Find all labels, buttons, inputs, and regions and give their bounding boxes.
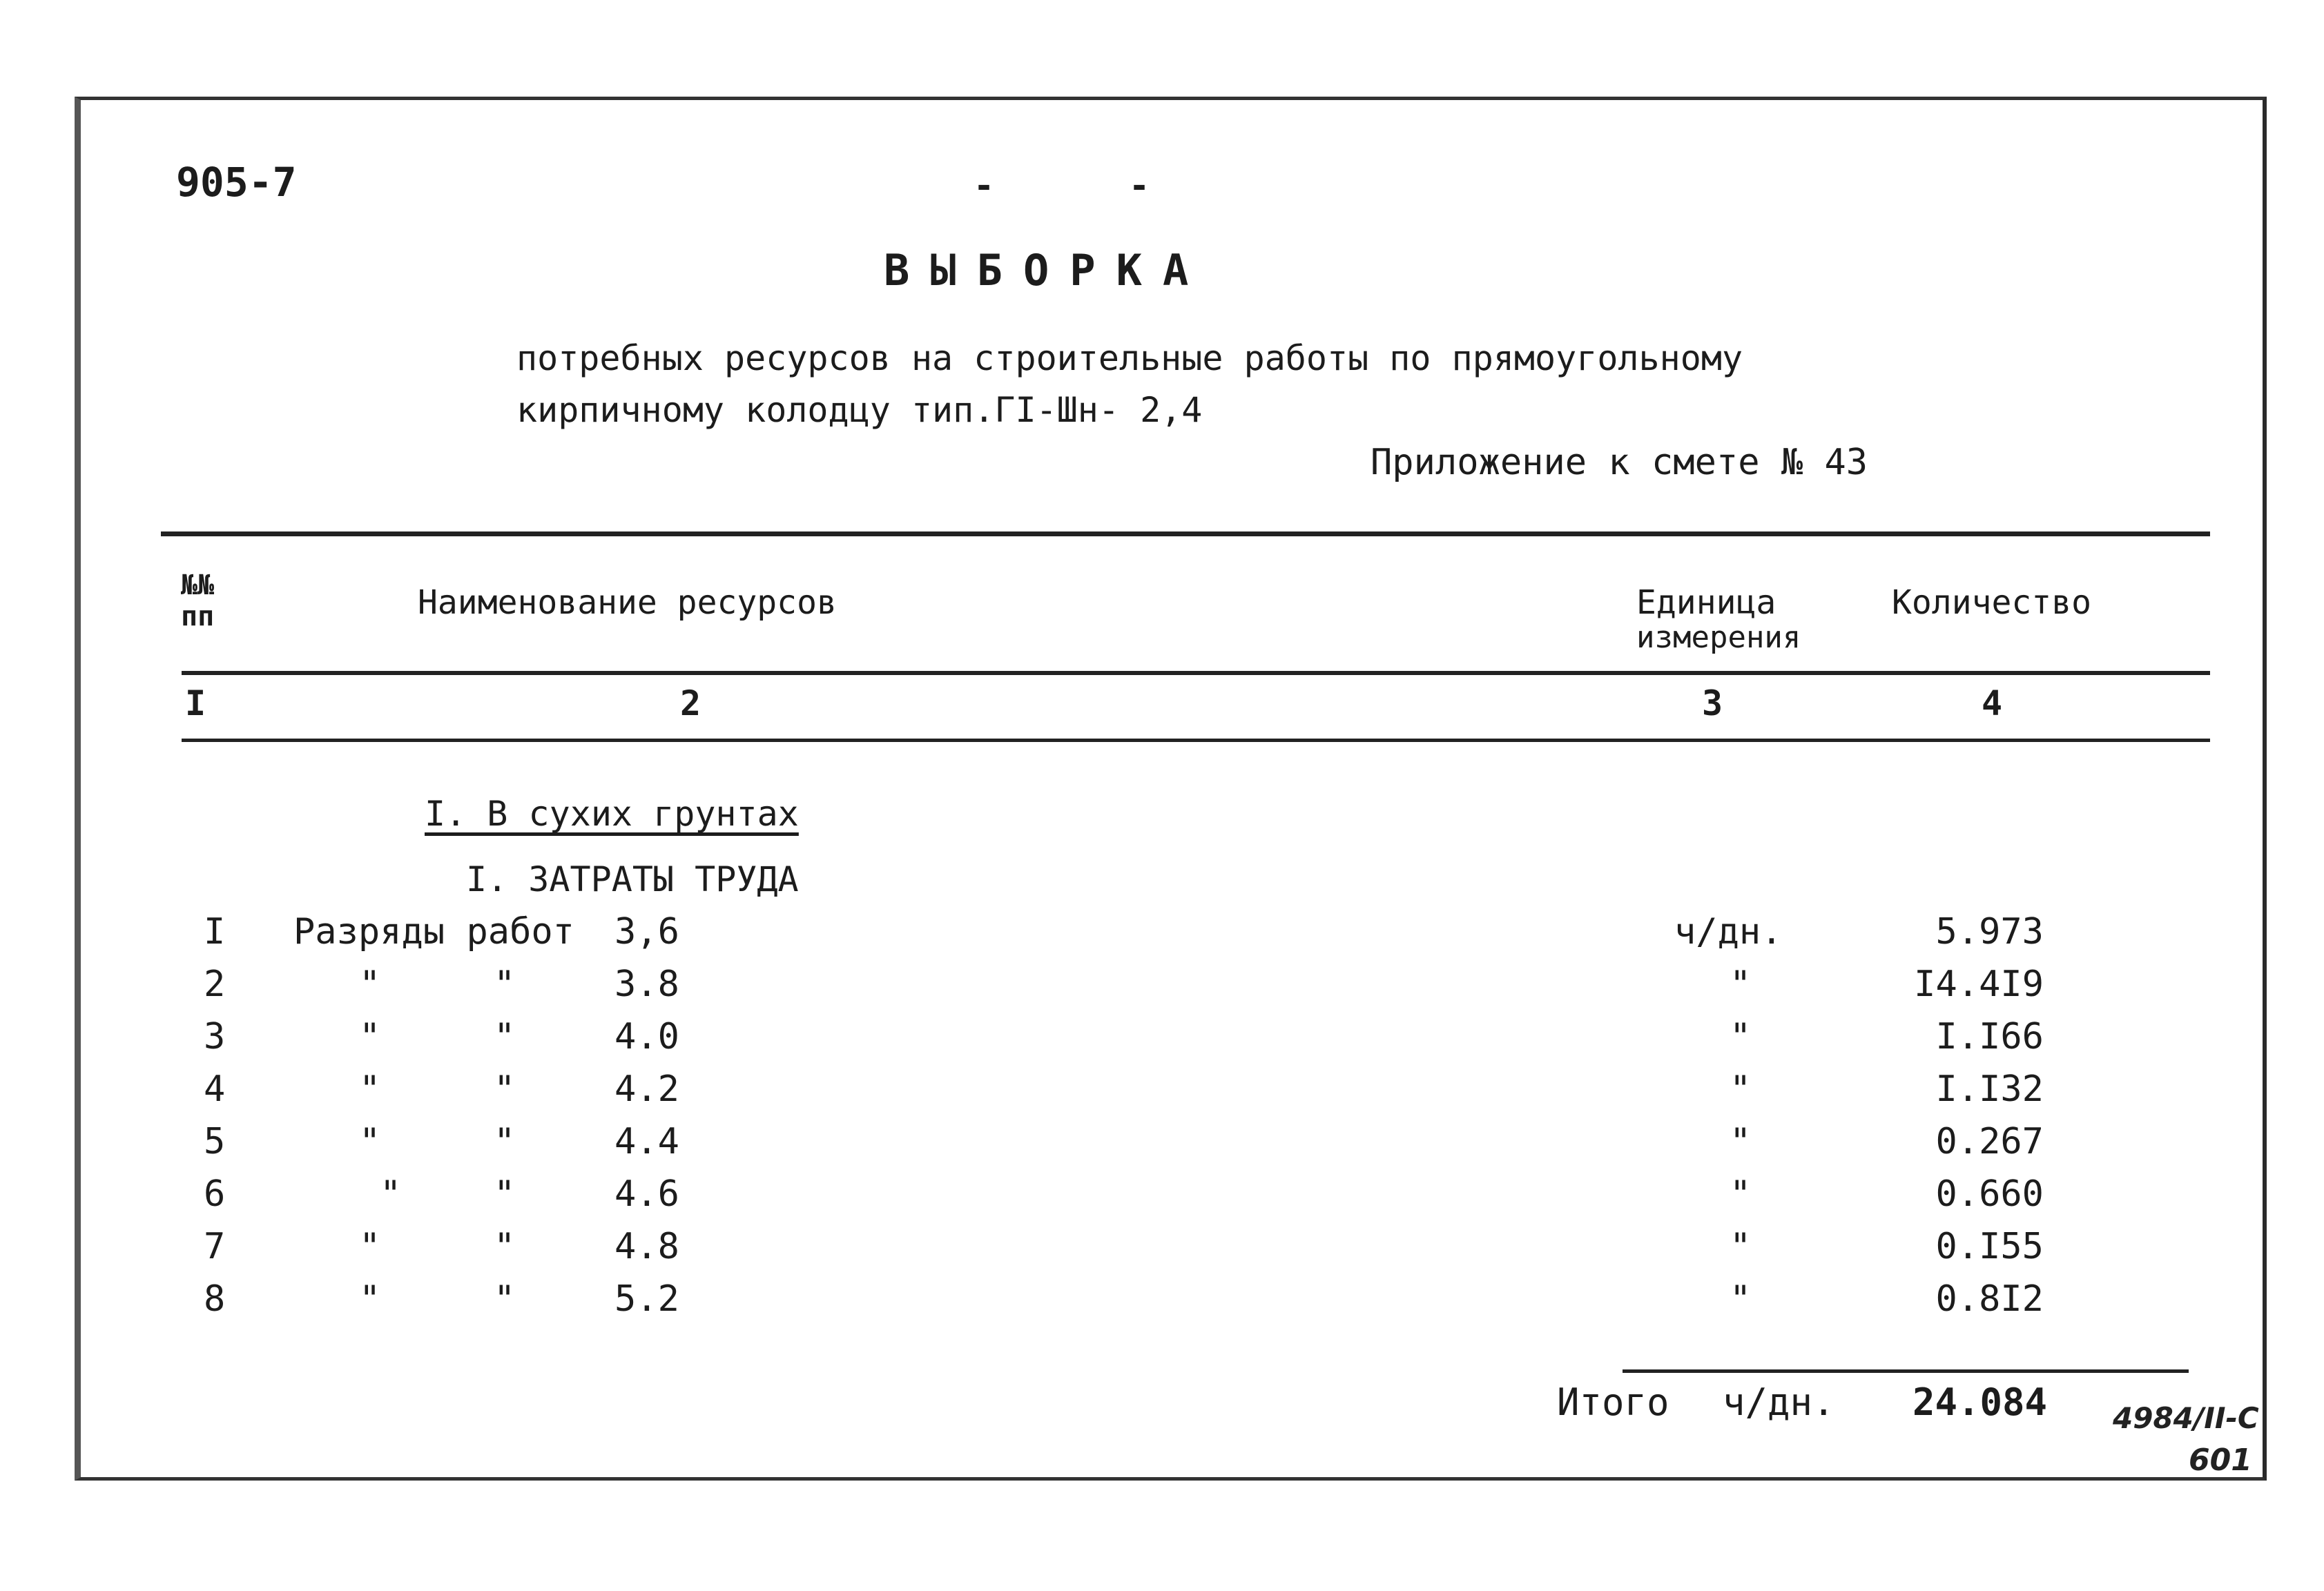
document-subtitle-line-2: кирпичному колодцу тип.ГI-Шн- 2,4 (516, 390, 1203, 430)
appendix-note: Приложение к смете № 43 (1371, 442, 1868, 483)
table-row (0, 1173, 2324, 1226)
header-num-line-2: пп (181, 601, 215, 632)
table-row (0, 1278, 2324, 1331)
row-unit: " (1730, 964, 1752, 1005)
table-row (0, 964, 2324, 1016)
total-label: Итого (1557, 1380, 1669, 1424)
column-numbers-rule (182, 739, 2210, 742)
ditto-mark: " (359, 1226, 381, 1267)
section-heading (425, 794, 799, 834)
document-code: 905-7 (176, 159, 297, 206)
row-value: 4.4 (614, 1121, 679, 1162)
handwritten-code: 4984/II-С (2113, 1401, 2259, 1435)
table-row (0, 1068, 2324, 1121)
column-number-4: 4 (1982, 683, 2003, 723)
row-number: I (204, 911, 226, 953)
section-heading-text: I. В сухих грунтах (425, 794, 799, 834)
dash-mark-right: - (1129, 166, 1150, 206)
row-quantity: 0.I55 (1935, 1226, 2044, 1267)
table-top-rule (161, 531, 2210, 536)
table-row (0, 911, 2324, 964)
ditto-mark: " (494, 1121, 516, 1162)
ditto-mark: " (494, 1016, 516, 1057)
ditto-mark: " (359, 1278, 381, 1320)
header-resource-name: Наименование ресурсов (418, 583, 837, 622)
row-unit: " (1730, 1068, 1752, 1110)
row-number: 7 (204, 1226, 226, 1267)
ditto-mark: " (494, 1068, 516, 1110)
total-value: 24.084 (1913, 1380, 2048, 1424)
column-number-3: 3 (1702, 683, 1723, 723)
document-title: ВЫБОРКА (884, 245, 1210, 295)
row-quantity: I.I32 (1935, 1068, 2044, 1110)
ditto-mark: " (494, 964, 516, 1005)
row-name: Разряды работ (293, 911, 574, 953)
table-row (0, 1121, 2324, 1173)
row-value: 3,6 (614, 911, 679, 953)
row-quantity: 5.973 (1935, 911, 2044, 953)
header-bottom-rule (182, 671, 2210, 675)
total-rule (1623, 1369, 2189, 1373)
row-unit: ч/дн. (1674, 911, 1783, 953)
row-quantity: 0.267 (1935, 1121, 2044, 1162)
header-quantity: Количество (1892, 583, 2091, 622)
row-quantity: I.I66 (1935, 1016, 2044, 1057)
row-unit: " (1730, 1278, 1752, 1320)
row-number: 3 (204, 1016, 226, 1057)
row-number: 5 (204, 1121, 226, 1162)
row-unit: " (1730, 1226, 1752, 1267)
row-unit: " (1730, 1121, 1752, 1162)
row-unit: " (1730, 1016, 1752, 1057)
row-value: 5.2 (614, 1278, 679, 1320)
row-quantity: 0.660 (1935, 1173, 2044, 1215)
row-number: 4 (204, 1068, 226, 1110)
row-value: 4.8 (614, 1226, 679, 1267)
row-number: 8 (204, 1278, 226, 1320)
row-value: 4.2 (614, 1068, 679, 1110)
ditto-mark: " (359, 1016, 381, 1057)
row-value: 4.6 (614, 1173, 679, 1215)
ditto-mark: " (359, 964, 381, 1005)
ditto-mark: " (494, 1278, 516, 1320)
row-quantity: I4.4I9 (1914, 964, 2044, 1005)
row-quantity: 0.8I2 (1935, 1278, 2044, 1320)
row-number: 6 (204, 1173, 226, 1215)
ditto-mark: " (380, 1173, 402, 1215)
document-subtitle-line-1: потребных ресурсов на строительные работы по прямоугольному (516, 338, 1743, 378)
row-value: 3.8 (614, 964, 679, 1005)
row-value: 4.0 (614, 1016, 679, 1057)
table-row (0, 1016, 2324, 1068)
row-unit: " (1730, 1173, 1752, 1215)
subsection-heading: I. ЗАТРАТЫ ТРУДА (466, 859, 799, 899)
column-number-2: 2 (680, 683, 701, 723)
ditto-mark: " (494, 1226, 516, 1267)
header-unit-line-2: измерения (1636, 620, 1801, 655)
header-num-line-1: №№ (181, 569, 215, 601)
table-row (0, 1226, 2324, 1278)
dash-mark-left: - (974, 166, 995, 206)
header-unit-line-1: Единица (1636, 583, 1776, 622)
row-number: 2 (204, 964, 226, 1005)
ditto-mark: " (494, 1173, 516, 1215)
total-unit: ч/дн. (1723, 1380, 1835, 1424)
page-number: 601 (2189, 1443, 2252, 1478)
ditto-mark: " (359, 1068, 381, 1110)
ditto-mark: " (359, 1121, 381, 1162)
column-number-1: I (185, 683, 206, 723)
